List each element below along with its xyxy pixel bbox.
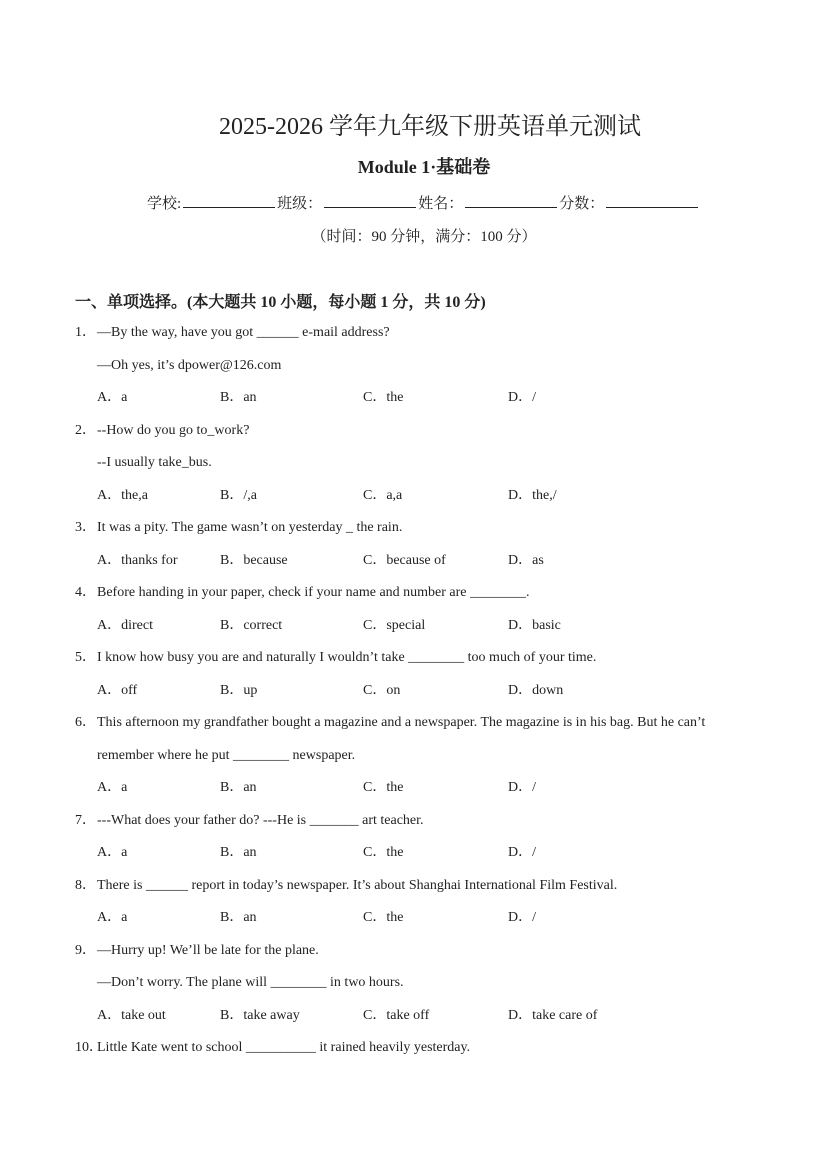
question-text: This afternoon my grandfather bought a magazine and a newspaper. The magazine is in his bag. But he can’t <box>97 715 706 730</box>
class-blank[interactable] <box>324 193 416 208</box>
name-label: 姓名： <box>418 196 464 212</box>
options-row <box>75 1005 755 1038</box>
question-number: 7． <box>75 812 96 828</box>
name-blank[interactable] <box>465 193 557 208</box>
option-b[interactable]: B．take away <box>220 1007 300 1023</box>
option-c[interactable]: C．the <box>363 780 404 795</box>
option-b[interactable]: B．correct <box>220 617 283 633</box>
class-label: 班级： <box>277 196 323 212</box>
question-text: Little Kate went to school __________ it rained heavily yesterday. <box>97 1040 471 1055</box>
option-c[interactable]: C．the <box>363 845 404 860</box>
option-c[interactable]: C．special <box>363 617 426 633</box>
student-info-line <box>147 192 700 213</box>
options-row <box>75 615 755 648</box>
option-a[interactable]: A．direct <box>97 617 153 633</box>
question-number: 10． <box>75 1040 103 1055</box>
question-text: —Hurry up! We’ll be late for the plane. <box>97 942 319 958</box>
question-text: —Don’t worry. The plane will ________ in two hours. <box>97 975 404 990</box>
options-row <box>75 485 755 518</box>
option-d[interactable]: D．as <box>508 552 544 568</box>
question-line <box>75 517 755 550</box>
document-subtitle: Module 1·基础卷 <box>357 157 491 177</box>
question-line <box>75 810 755 843</box>
question-number: 2． <box>75 422 96 438</box>
question-text: —By the way, have you got ______ e-mail address? <box>97 325 390 340</box>
options-row <box>75 907 755 940</box>
question-text: --How do you go to_work? <box>97 422 250 438</box>
option-c[interactable]: C．the <box>363 390 404 405</box>
score-label: 分数： <box>559 196 605 212</box>
option-d[interactable]: D．take care of <box>508 1007 598 1023</box>
option-b[interactable]: B．an <box>220 910 257 925</box>
options-row <box>75 550 755 583</box>
option-a[interactable]: A．a <box>97 780 128 795</box>
option-d[interactable]: D．down <box>508 682 564 698</box>
option-a[interactable]: A．the,a <box>97 487 148 503</box>
question-line <box>75 745 755 778</box>
option-b[interactable]: B．/,a <box>220 487 257 503</box>
question-list <box>75 322 755 1070</box>
options-row <box>75 680 755 713</box>
school-label: 学校: <box>147 196 182 212</box>
question-line <box>75 1037 755 1070</box>
question-number: 1． <box>75 325 96 340</box>
option-d[interactable]: D．/ <box>508 845 536 860</box>
option-b[interactable]: B．an <box>220 390 257 405</box>
question-number: 6． <box>75 715 96 730</box>
options-row <box>75 842 755 875</box>
question-line <box>75 972 755 1005</box>
question-text: ---What does your father do? ---He is _______ art teacher. <box>97 812 424 828</box>
question-line <box>75 452 755 485</box>
question-line <box>75 322 755 355</box>
question-line <box>75 647 755 680</box>
option-a[interactable]: A．a <box>97 390 128 405</box>
document-title: 2025-2026 学年九年级下册英语单元测试 <box>219 114 641 140</box>
option-a[interactable]: A．off <box>97 682 138 698</box>
option-c[interactable]: C．the <box>363 910 404 925</box>
question-line <box>75 940 755 973</box>
question-text: remember where he put ________ newspaper. <box>97 747 356 763</box>
options-row <box>75 387 755 420</box>
question-text: —Oh yes, it’s dpower@126.com <box>97 357 282 373</box>
question-text: --I usually take_bus. <box>97 455 212 470</box>
question-text: There is ______ report in today’s newspaper. It’s about Shanghai International Film Festival. <box>97 877 618 893</box>
time-note: （时间：90 分钟，满分：100 分） <box>311 229 537 245</box>
question-number: 9． <box>75 942 96 958</box>
option-d[interactable]: D．/ <box>508 390 536 405</box>
school-blank[interactable] <box>183 193 275 208</box>
score-blank[interactable] <box>606 193 698 208</box>
question-text: Before handing in your paper, check if your name and number are ________. <box>97 585 530 600</box>
option-a[interactable]: A．take out <box>97 1007 166 1023</box>
option-d[interactable]: D．/ <box>508 780 536 795</box>
question-line <box>75 875 755 908</box>
option-d[interactable]: D．/ <box>508 910 536 925</box>
option-b[interactable]: B．because <box>220 552 288 568</box>
section-title: 一、单项选择。(本大题共 10 小题，每小题 1 分，共 10 分) <box>75 294 486 311</box>
question-line <box>75 420 755 453</box>
question-line <box>75 582 755 615</box>
option-c[interactable]: C．a,a <box>363 487 403 503</box>
question-number: 3． <box>75 520 96 535</box>
option-b[interactable]: B．an <box>220 780 257 795</box>
option-d[interactable]: D．the,/ <box>508 487 557 503</box>
question-text: I know how busy you are and naturally I wouldn’t take ________ too much of your time. <box>97 650 597 665</box>
option-c[interactable]: C．take off <box>363 1007 430 1023</box>
question-text: It was a pity. The game wasn’t on yesterday _ the rain. <box>97 520 403 535</box>
option-a[interactable]: A．thanks for <box>97 552 178 568</box>
option-c[interactable]: C．on <box>363 682 401 698</box>
option-a[interactable]: A．a <box>97 845 128 860</box>
option-d[interactable]: D．basic <box>508 617 561 633</box>
options-row <box>75 777 755 810</box>
question-line <box>75 355 755 388</box>
question-number: 5． <box>75 650 96 665</box>
option-a[interactable]: A．a <box>97 910 128 925</box>
question-line <box>75 712 755 745</box>
option-b[interactable]: B．an <box>220 845 257 860</box>
question-number: 8． <box>75 877 96 893</box>
option-c[interactable]: C．because of <box>363 552 446 568</box>
option-b[interactable]: B．up <box>220 682 258 698</box>
question-number: 4． <box>75 585 96 600</box>
